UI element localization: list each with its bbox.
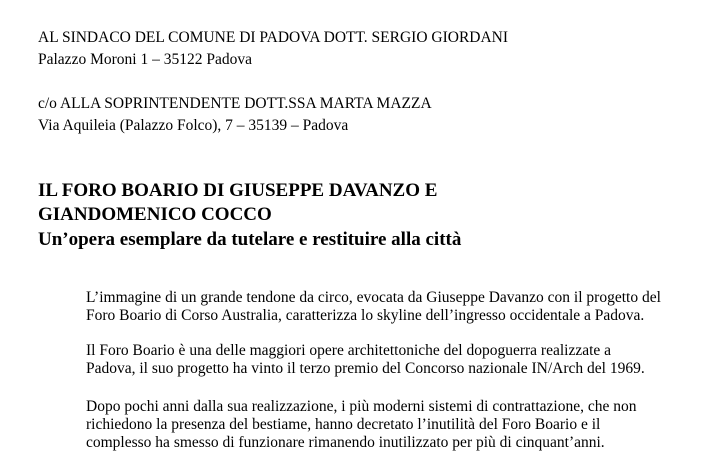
document-title-line-1: IL FORO BOARIO DI GIUSEPPE DAVANZO E (38, 180, 438, 201)
paragraph-3-line-3: complesso ha smesso di funzionare rimanendo inutilizzato per più di cinquant’anni. (86, 434, 605, 451)
paragraph-2-line-2: Padova, il suo progetto ha vinto il terzo premio del Concorso nazionale IN/Arch del 1969. (86, 360, 645, 377)
paragraph-2-line-1: Il Foro Boario è una delle maggiori opere architettoniche del dopoguerra realizzate a (86, 342, 612, 359)
document-subtitle: Un’opera esemplare da tutelare e restituire alla città (38, 229, 462, 250)
cc-recipient-address: Via Aquileia (Palazzo Folco), 7 – 35139 – Padova (38, 117, 349, 134)
paragraph-1-line-1: L’immagine di un grande tendone da circo, evocata da Giuseppe Davanzo con il progetto del (86, 289, 661, 306)
cc-recipient-name: c/o ALLA SOPRINTENDENTE DOTT.SSA MARTA MAZZA (38, 95, 432, 112)
paragraph-3-line-1: Dopo pochi anni dalla sua realizzazione, i più moderni sistemi di contrattazione, che non (86, 398, 637, 415)
recipient-address: Palazzo Moroni 1 – 35122 Padova (38, 51, 252, 68)
recipient-name: AL SINDACO DEL COMUNE DI PADOVA DOTT. SERGIO GIORDANI (38, 29, 509, 46)
document-title-line-2: GIANDOMENICO COCCO (38, 204, 272, 225)
paragraph-3-line-2: richiedono la presenza del bestiame, hanno decretato l’inutilità del Foro Boario e il (86, 416, 601, 433)
paragraph-1-line-2: Foro Boario di Corso Australia, caratterizza lo skyline dell’ingresso occidentale a Padova. (86, 307, 645, 324)
